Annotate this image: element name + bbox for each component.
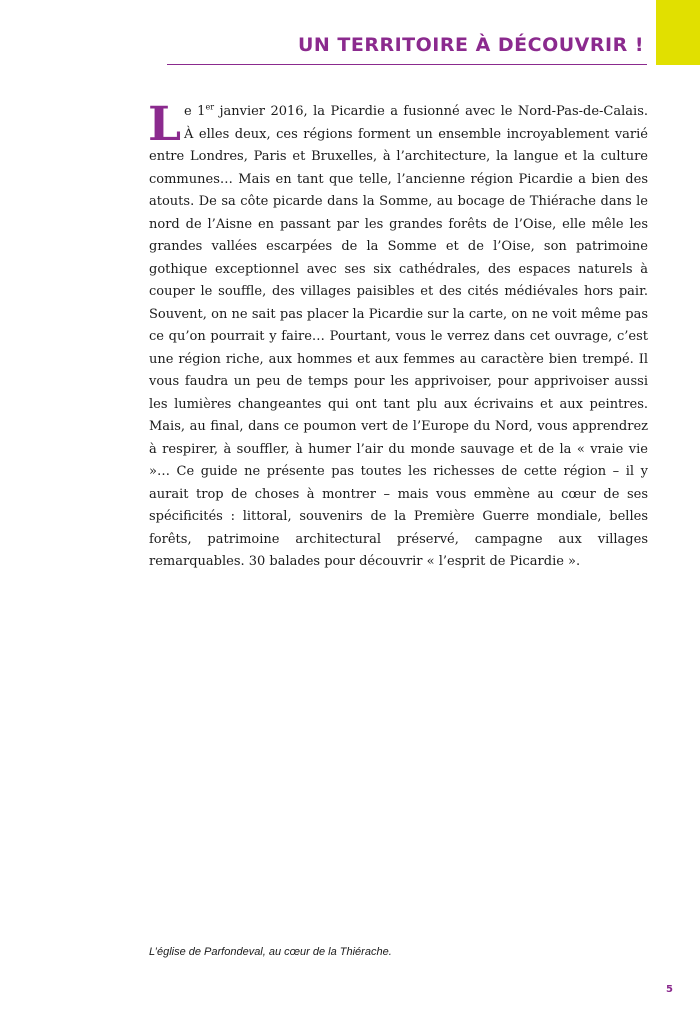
page-title: UN TERRITOIRE À DÉCOUVRIR ! — [297, 34, 644, 56]
page-number: 5 — [666, 984, 673, 995]
ordinal-superscript: er — [205, 102, 215, 112]
body-text: janvier 2016, la Picardie a fusionné avec le Nord-Pas-de-Calais. À elles deux, ces régions forment un ensemble incroyablement varié entre Londres, Paris et Bruxelles, à l’architecture, la langue et la culture communes… Mais en tant que telle, l’ancienne région Picardie a bien des atouts. De sa côte picarde dans la Somme, au bocage de Thiérache dans le nord de l’Aisne en passant par les grandes forêts de l’Oise, elle mêle les grandes vallées escarpées de la Somme et de l’Oise, son patrimoine gothique exceptionnel avec ses six cathédrales, des espaces naturels à couper le souffle, des villages paisibles et des cités médiévales hors pair. Souvent, on ne sait pas placer la Picardie sur la carte, on ne voit même pas ce qu’on pourrait y faire… Pourtant, vous le verrez dans cet ouvrage, c’est une région riche, aux hommes et aux femmes au caractère bien trempé. Il vous faudra un peu de temps pour les apprivoiser, pour apprivoiser aussi les lumières changeantes qui ont tant plu aux écrivains et aux peintres. Mais, au final, dans ce poumon vert de l’Europe du Nord, vous apprendrez à respirer, à souffler, à humer l’air du monde sauvage et de la « vraie vie »… Ce guide ne présente pas toutes les richesses de cette région – il y aurait trop de choses à montrer – mais vous emmène au cœur de ses spécificités : littoral, souvenirs de la Première Guerre mondiale, belles forêts, patrimoine architectural préservé, campagne aux villages remarquables. 30 balades pour découvrir « l’esprit de Picardie ». — [149, 104, 648, 569]
body-paragraph — [148, 97, 648, 574]
header-divider — [167, 64, 647, 65]
photo-caption: L’église de Parfondeval, au cœur de la Thiérache. — [149, 946, 392, 958]
chapter-tab — [656, 0, 700, 65]
intro-text: e 1 — [184, 104, 206, 119]
drop-cap: L — [148, 97, 182, 152]
